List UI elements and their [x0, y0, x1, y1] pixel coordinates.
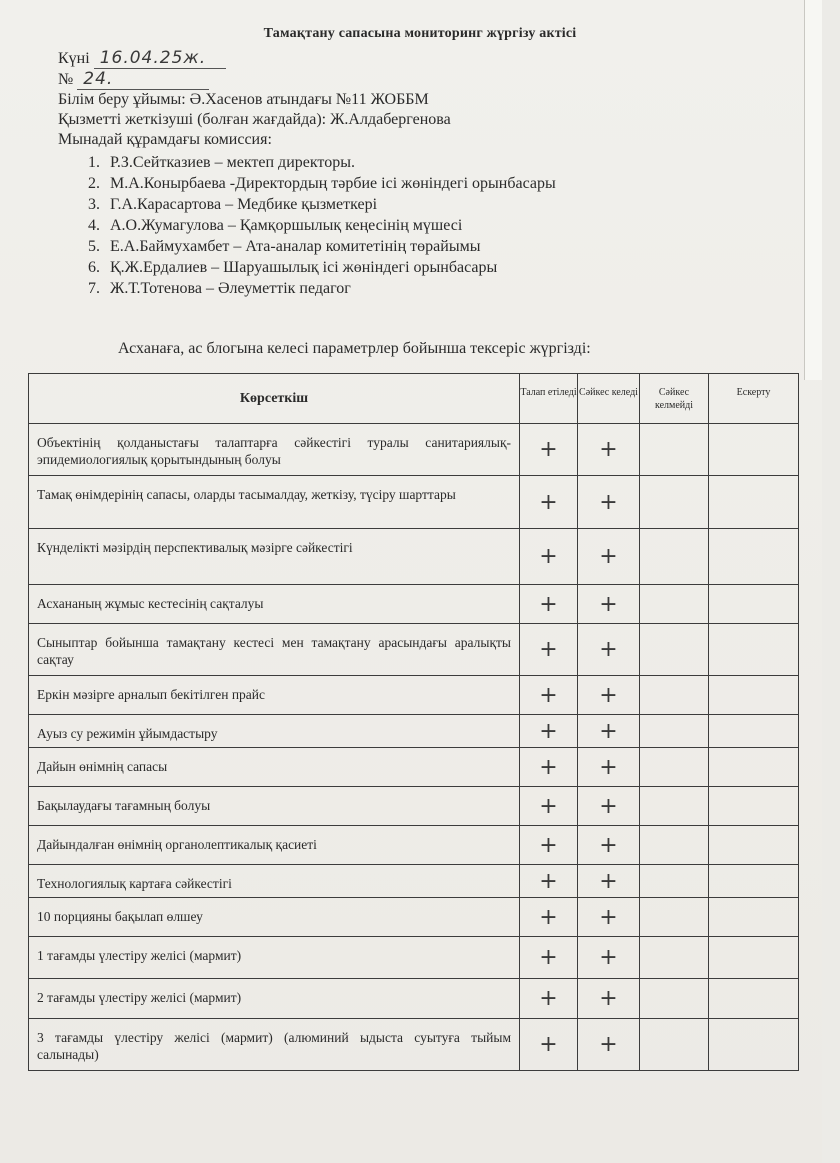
adjacent-page-edge — [804, 0, 822, 380]
table-row — [29, 424, 799, 476]
required-mark: + — [520, 676, 578, 715]
not-matches-cell — [640, 529, 709, 585]
commission-list — [88, 152, 556, 299]
matches-mark: + — [578, 826, 640, 865]
required-mark: + — [520, 748, 578, 787]
matches-mark: + — [578, 624, 640, 676]
number-handwritten: 24. — [77, 69, 209, 90]
note-cell — [709, 676, 799, 715]
row-indicator: Объектінің қолданыстағы талаптарға сәйкестігі туралы санитариялық-эпидемиологиялық қорытындының болуы — [29, 424, 520, 476]
matches-mark: + — [578, 937, 640, 979]
matches-mark: + — [578, 676, 640, 715]
table-row — [29, 476, 799, 529]
date-label: Күні — [58, 50, 90, 67]
table-row — [29, 937, 799, 979]
matches-mark: + — [578, 748, 640, 787]
note-cell — [709, 826, 799, 865]
date-line — [58, 48, 226, 69]
commission-member: 2. М.А.Конырбаева -Директордың тәрбие ісі жөніндегі орынбасары — [88, 175, 556, 192]
row-indicator: 10 порцияны бақылап өлшеу — [29, 898, 520, 937]
note-cell — [709, 787, 799, 826]
note-cell — [709, 529, 799, 585]
note-cell — [709, 476, 799, 529]
header-required: Талап етіледі — [520, 374, 578, 424]
not-matches-cell — [640, 748, 709, 787]
row-indicator: 2 тағамды үлестіру желісі (мармит) — [29, 979, 520, 1019]
row-indicator: Бақылаудағы тағамның болуы — [29, 787, 520, 826]
row-indicator: Күнделікті мәзірдің перспективалық мәзірге сәйкестігі — [29, 529, 520, 585]
commission-member: 1. Р.З.Сейтказиев – мектеп директоры. — [88, 154, 355, 171]
row-indicator: Асхананың жұмыс кестесінің сақталуы — [29, 585, 520, 624]
not-matches-cell — [640, 676, 709, 715]
table-row — [29, 865, 799, 898]
row-indicator: Технологиялық картаға сәйкестігі — [29, 865, 520, 898]
not-matches-cell — [640, 898, 709, 937]
not-matches-cell — [640, 624, 709, 676]
date-handwritten: 16.04.25ж. — [94, 48, 226, 69]
row-indicator: Дайындалған өнімнің органолептикалық қасиеті — [29, 826, 520, 865]
table-row — [29, 715, 799, 748]
row-indicator: 1 тағамды үлестіру желісі (мармит) — [29, 937, 520, 979]
required-mark: + — [520, 787, 578, 826]
commission-member: 5. Е.А.Баймухамбет – Ата-аналар комитетінің төрайымы — [88, 238, 481, 255]
note-cell — [709, 624, 799, 676]
note-cell — [709, 585, 799, 624]
not-matches-cell — [640, 937, 709, 979]
table-row — [29, 979, 799, 1019]
table-row — [29, 826, 799, 865]
matches-mark: + — [578, 424, 640, 476]
note-cell — [709, 898, 799, 937]
header-indicator: Көрсеткіш — [29, 374, 520, 424]
required-mark: + — [520, 898, 578, 937]
commission-member: 4. А.О.Жумагулова – Қамқоршылық кеңесінің мүшесі — [88, 217, 463, 234]
note-cell — [709, 424, 799, 476]
required-mark: + — [520, 424, 578, 476]
commission-member: 7. Ж.Т.Тотенова – Әлеуметтік педагог — [88, 280, 351, 297]
matches-mark: + — [578, 529, 640, 585]
matches-mark: + — [578, 787, 640, 826]
matches-mark: + — [578, 476, 640, 529]
required-mark: + — [520, 865, 578, 898]
note-cell — [709, 865, 799, 898]
document-title: Тамақтану сапасына мониторинг жүргізу актісі — [263, 26, 577, 41]
not-matches-cell — [640, 715, 709, 748]
row-indicator: Сыныптар бойынша тамақтану кестесі мен тамақтану арасындағы аралықты сақтау — [29, 624, 520, 676]
row-indicator: Еркін мәзірге арналып бекітілген прайс — [29, 676, 520, 715]
required-mark: + — [520, 1019, 578, 1071]
header-note: Ескерту — [709, 374, 799, 424]
not-matches-cell — [640, 826, 709, 865]
note-cell — [709, 937, 799, 979]
note-cell — [709, 715, 799, 748]
table-row — [29, 676, 799, 715]
note-cell — [709, 979, 799, 1019]
row-indicator: Дайын өнімнің сапасы — [29, 748, 520, 787]
required-mark: + — [520, 937, 578, 979]
organization-line: Білім беру ұйымы: Ә.Хасенов атындағы №11 ЖОББМ — [58, 91, 429, 108]
number-line — [58, 69, 209, 90]
supplier-line: Қызметті жеткізуші (болған жағдайда): Ж.Алдабергенова — [58, 111, 451, 128]
matches-mark: + — [578, 865, 640, 898]
not-matches-cell — [640, 787, 709, 826]
required-mark: + — [520, 476, 578, 529]
row-indicator: Тамақ өнімдерінің сапасы, оларды тасымалдау, жеткізу, түсіру шарттары — [29, 476, 520, 529]
required-mark: + — [520, 585, 578, 624]
required-mark: + — [520, 529, 578, 585]
table-row — [29, 787, 799, 826]
table-row — [29, 585, 799, 624]
row-indicator: 3 тағамды үлестіру желісі (мармит) (алюминий ыдыста суытуға тыйым салынады) — [29, 1019, 520, 1071]
commission-member: 3. Г.А.Карасартова – Медбике қызметкері — [88, 196, 378, 213]
required-mark: + — [520, 715, 578, 748]
commission-member: 6. Қ.Ж.Ердалиев – Шаруашылық ісі жөніндегі орынбасары — [88, 259, 498, 276]
note-cell — [709, 748, 799, 787]
not-matches-cell — [640, 424, 709, 476]
table-row — [29, 898, 799, 937]
number-label: № — [58, 71, 74, 88]
matches-mark: + — [578, 1019, 640, 1071]
not-matches-cell — [640, 979, 709, 1019]
header-not-matches: Сәйкес келмейді — [640, 374, 709, 424]
matches-mark: + — [578, 979, 640, 1019]
matches-mark: + — [578, 898, 640, 937]
not-matches-cell — [640, 865, 709, 898]
not-matches-cell — [640, 585, 709, 624]
table-row — [29, 624, 799, 676]
not-matches-cell — [640, 476, 709, 529]
required-mark: + — [520, 826, 578, 865]
matches-mark: + — [578, 715, 640, 748]
note-cell — [709, 1019, 799, 1071]
matches-mark: + — [578, 585, 640, 624]
required-mark: + — [520, 979, 578, 1019]
table-row — [29, 529, 799, 585]
required-mark: + — [520, 624, 578, 676]
not-matches-cell — [640, 1019, 709, 1071]
inspection-intro: Асханаға, ас блогына келесі параметрлер бойынша тексеріс жүргізді: — [118, 340, 591, 357]
row-indicator: Ауыз су режимін ұйымдастыру — [29, 715, 520, 748]
inspection-table — [28, 373, 799, 1071]
table-row — [29, 1019, 799, 1071]
commission-heading: Мынадай құрамдағы комиссия: — [58, 131, 272, 148]
table-row — [29, 748, 799, 787]
header-matches: Сәйкес келеді — [578, 374, 640, 424]
